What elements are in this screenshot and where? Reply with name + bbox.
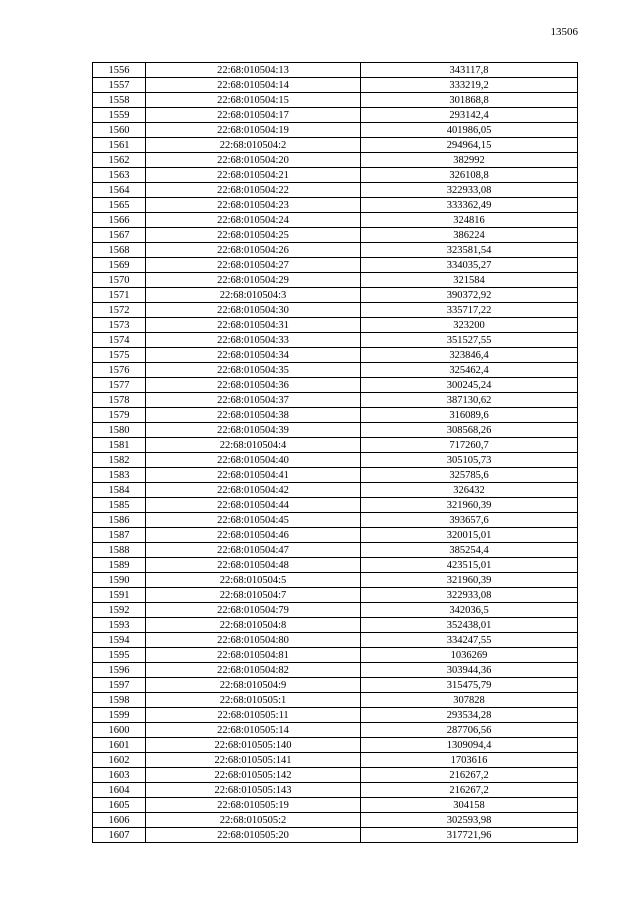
cadastral-number-cell: 22:68:010504:2 xyxy=(146,138,361,153)
cadastral-number-cell: 22:68:010504:40 xyxy=(146,453,361,468)
row-number-cell: 1596 xyxy=(93,663,146,678)
cadastral-number-cell: 22:68:010504:81 xyxy=(146,648,361,663)
value-cell: 423515,01 xyxy=(361,558,578,573)
table-row xyxy=(93,483,578,498)
cadastral-number-cell: 22:68:010505:140 xyxy=(146,738,361,753)
value-cell: 293534,28 xyxy=(361,708,578,723)
cadastral-number-cell: 22:68:010505:19 xyxy=(146,798,361,813)
value-cell: 293142,4 xyxy=(361,108,578,123)
row-number-cell: 1593 xyxy=(93,618,146,633)
row-number-cell: 1564 xyxy=(93,183,146,198)
table-row xyxy=(93,93,578,108)
row-number-cell: 1583 xyxy=(93,468,146,483)
table-row xyxy=(93,393,578,408)
row-number-cell: 1594 xyxy=(93,633,146,648)
value-cell: 382992 xyxy=(361,153,578,168)
row-number-cell: 1556 xyxy=(93,63,146,78)
cadastral-number-cell: 22:68:010504:23 xyxy=(146,198,361,213)
value-cell: 321960,39 xyxy=(361,573,578,588)
cadastral-number-cell: 22:68:010504:42 xyxy=(146,483,361,498)
table-row xyxy=(93,573,578,588)
cadastral-number-cell: 22:68:010504:20 xyxy=(146,153,361,168)
cadastral-number-cell: 22:68:010504:25 xyxy=(146,228,361,243)
cadastral-number-cell: 22:68:010504:15 xyxy=(146,93,361,108)
value-cell: 322933,08 xyxy=(361,588,578,603)
row-number-cell: 1560 xyxy=(93,123,146,138)
table-row xyxy=(93,198,578,213)
row-number-cell: 1565 xyxy=(93,198,146,213)
row-number-cell: 1587 xyxy=(93,528,146,543)
value-cell: 307828 xyxy=(361,693,578,708)
cadastral-number-cell: 22:68:010504:41 xyxy=(146,468,361,483)
cadastral-number-cell: 22:68:010505:11 xyxy=(146,708,361,723)
value-cell: 385254,4 xyxy=(361,543,578,558)
table-row xyxy=(93,693,578,708)
table-row xyxy=(93,333,578,348)
row-number-cell: 1563 xyxy=(93,168,146,183)
cadastral-number-cell: 22:68:010504:80 xyxy=(146,633,361,648)
row-number-cell: 1571 xyxy=(93,288,146,303)
table-row xyxy=(93,168,578,183)
row-number-cell: 1578 xyxy=(93,393,146,408)
table-row xyxy=(93,678,578,693)
table-row xyxy=(93,258,578,273)
value-cell: 322933,08 xyxy=(361,183,578,198)
page-number: 13506 xyxy=(550,26,578,38)
value-cell: 1309094,4 xyxy=(361,738,578,753)
value-cell: 333219,2 xyxy=(361,78,578,93)
row-number-cell: 1592 xyxy=(93,603,146,618)
row-number-cell: 1605 xyxy=(93,798,146,813)
table-row xyxy=(93,468,578,483)
table-row xyxy=(93,498,578,513)
row-number-cell: 1557 xyxy=(93,78,146,93)
cadastral-number-cell: 22:68:010504:7 xyxy=(146,588,361,603)
cadastral-number-cell: 22:68:010504:82 xyxy=(146,663,361,678)
row-number-cell: 1604 xyxy=(93,783,146,798)
cadastral-number-cell: 22:68:010504:30 xyxy=(146,303,361,318)
value-cell: 326108,8 xyxy=(361,168,578,183)
row-number-cell: 1582 xyxy=(93,453,146,468)
cadastral-table xyxy=(92,62,578,843)
row-number-cell: 1572 xyxy=(93,303,146,318)
row-number-cell: 1580 xyxy=(93,423,146,438)
table-row xyxy=(93,243,578,258)
value-cell: 305105,73 xyxy=(361,453,578,468)
value-cell: 326432 xyxy=(361,483,578,498)
row-number-cell: 1607 xyxy=(93,828,146,843)
table-row xyxy=(93,318,578,333)
value-cell: 343117,8 xyxy=(361,63,578,78)
value-cell: 216267,2 xyxy=(361,783,578,798)
cadastral-number-cell: 22:68:010504:36 xyxy=(146,378,361,393)
value-cell: 301868,8 xyxy=(361,93,578,108)
value-cell: 335717,22 xyxy=(361,303,578,318)
table-row xyxy=(93,273,578,288)
cadastral-number-cell: 22:68:010504:5 xyxy=(146,573,361,588)
value-cell: 302593,98 xyxy=(361,813,578,828)
cadastral-number-cell: 22:68:010504:22 xyxy=(146,183,361,198)
table-row xyxy=(93,588,578,603)
cadastral-number-cell: 22:68:010505:20 xyxy=(146,828,361,843)
cadastral-number-cell: 22:68:010504:14 xyxy=(146,78,361,93)
row-number-cell: 1562 xyxy=(93,153,146,168)
value-cell: 342036,5 xyxy=(361,603,578,618)
row-number-cell: 1558 xyxy=(93,93,146,108)
value-cell: 387130,62 xyxy=(361,393,578,408)
cadastral-number-cell: 22:68:010505:14 xyxy=(146,723,361,738)
row-number-cell: 1597 xyxy=(93,678,146,693)
table-row xyxy=(93,768,578,783)
value-cell: 1703616 xyxy=(361,753,578,768)
cadastral-number-cell: 22:68:010504:45 xyxy=(146,513,361,528)
table-row xyxy=(93,288,578,303)
table-row xyxy=(93,828,578,843)
cadastral-number-cell: 22:68:010504:8 xyxy=(146,618,361,633)
table-row xyxy=(93,438,578,453)
row-number-cell: 1603 xyxy=(93,768,146,783)
cadastral-number-cell: 22:68:010504:21 xyxy=(146,168,361,183)
cadastral-number-cell: 22:68:010504:79 xyxy=(146,603,361,618)
value-cell: 1036269 xyxy=(361,648,578,663)
row-number-cell: 1579 xyxy=(93,408,146,423)
cadastral-number-cell: 22:68:010504:26 xyxy=(146,243,361,258)
value-cell: 321960,39 xyxy=(361,498,578,513)
value-cell: 323846,4 xyxy=(361,348,578,363)
table-row xyxy=(93,303,578,318)
value-cell: 303944,36 xyxy=(361,663,578,678)
row-number-cell: 1584 xyxy=(93,483,146,498)
cadastral-number-cell: 22:68:010504:13 xyxy=(146,63,361,78)
value-cell: 323581,54 xyxy=(361,243,578,258)
value-cell: 316089,6 xyxy=(361,408,578,423)
row-number-cell: 1576 xyxy=(93,363,146,378)
row-number-cell: 1601 xyxy=(93,738,146,753)
cadastral-number-cell: 22:68:010505:143 xyxy=(146,783,361,798)
value-cell: 300245,24 xyxy=(361,378,578,393)
row-number-cell: 1599 xyxy=(93,708,146,723)
row-number-cell: 1567 xyxy=(93,228,146,243)
table-row xyxy=(93,513,578,528)
value-cell: 315475,79 xyxy=(361,678,578,693)
table-row xyxy=(93,558,578,573)
row-number-cell: 1600 xyxy=(93,723,146,738)
value-cell: 324816 xyxy=(361,213,578,228)
cadastral-number-cell: 22:68:010505:2 xyxy=(146,813,361,828)
table-row xyxy=(93,363,578,378)
cadastral-number-cell: 22:68:010505:1 xyxy=(146,693,361,708)
row-number-cell: 1566 xyxy=(93,213,146,228)
table-row xyxy=(93,408,578,423)
cadastral-number-cell: 22:68:010504:47 xyxy=(146,543,361,558)
table-row xyxy=(93,453,578,468)
table-row xyxy=(93,348,578,363)
row-number-cell: 1561 xyxy=(93,138,146,153)
value-cell: 390372,92 xyxy=(361,288,578,303)
row-number-cell: 1575 xyxy=(93,348,146,363)
value-cell: 294964,15 xyxy=(361,138,578,153)
value-cell: 393657,6 xyxy=(361,513,578,528)
row-number-cell: 1570 xyxy=(93,273,146,288)
row-number-cell: 1581 xyxy=(93,438,146,453)
value-cell: 317721,96 xyxy=(361,828,578,843)
table-row xyxy=(93,708,578,723)
table-row xyxy=(93,138,578,153)
table-row xyxy=(93,183,578,198)
cadastral-number-cell: 22:68:010504:44 xyxy=(146,498,361,513)
value-cell: 325785,6 xyxy=(361,468,578,483)
row-number-cell: 1602 xyxy=(93,753,146,768)
value-cell: 323200 xyxy=(361,318,578,333)
table-row xyxy=(93,108,578,123)
row-number-cell: 1574 xyxy=(93,333,146,348)
value-cell: 304158 xyxy=(361,798,578,813)
value-cell: 325462,4 xyxy=(361,363,578,378)
table-row xyxy=(93,528,578,543)
row-number-cell: 1569 xyxy=(93,258,146,273)
row-number-cell: 1589 xyxy=(93,558,146,573)
row-number-cell: 1598 xyxy=(93,693,146,708)
value-cell: 334035,27 xyxy=(361,258,578,273)
row-number-cell: 1590 xyxy=(93,573,146,588)
table-row xyxy=(93,378,578,393)
cadastral-number-cell: 22:68:010504:3 xyxy=(146,288,361,303)
cadastral-number-cell: 22:68:010504:29 xyxy=(146,273,361,288)
table-row xyxy=(93,753,578,768)
cadastral-number-cell: 22:68:010504:37 xyxy=(146,393,361,408)
cadastral-number-cell: 22:68:010504:33 xyxy=(146,333,361,348)
cadastral-number-cell: 22:68:010504:4 xyxy=(146,438,361,453)
table-row xyxy=(93,543,578,558)
table-row xyxy=(93,213,578,228)
value-cell: 401986,05 xyxy=(361,123,578,138)
cadastral-number-cell: 22:68:010504:31 xyxy=(146,318,361,333)
table-row xyxy=(93,78,578,93)
cadastral-number-cell: 22:68:010504:46 xyxy=(146,528,361,543)
cadastral-number-cell: 22:68:010504:35 xyxy=(146,363,361,378)
cadastral-number-cell: 22:68:010504:17 xyxy=(146,108,361,123)
cadastral-number-cell: 22:68:010505:141 xyxy=(146,753,361,768)
value-cell: 216267,2 xyxy=(361,768,578,783)
row-number-cell: 1606 xyxy=(93,813,146,828)
value-cell: 351527,55 xyxy=(361,333,578,348)
table-row xyxy=(93,648,578,663)
cadastral-number-cell: 22:68:010504:9 xyxy=(146,678,361,693)
table-row xyxy=(93,153,578,168)
table-row xyxy=(93,603,578,618)
cadastral-number-cell: 22:68:010504:38 xyxy=(146,408,361,423)
table-row xyxy=(93,738,578,753)
value-cell: 287706,56 xyxy=(361,723,578,738)
row-number-cell: 1591 xyxy=(93,588,146,603)
table-row xyxy=(93,663,578,678)
row-number-cell: 1573 xyxy=(93,318,146,333)
row-number-cell: 1568 xyxy=(93,243,146,258)
value-cell: 321584 xyxy=(361,273,578,288)
value-cell: 717260,7 xyxy=(361,438,578,453)
table-row xyxy=(93,723,578,738)
cadastral-number-cell: 22:68:010504:34 xyxy=(146,348,361,363)
table-row xyxy=(93,618,578,633)
value-cell: 352438,01 xyxy=(361,618,578,633)
row-number-cell: 1559 xyxy=(93,108,146,123)
row-number-cell: 1586 xyxy=(93,513,146,528)
value-cell: 308568,26 xyxy=(361,423,578,438)
cadastral-number-cell: 22:68:010504:39 xyxy=(146,423,361,438)
table-row xyxy=(93,783,578,798)
value-cell: 386224 xyxy=(361,228,578,243)
table-row xyxy=(93,813,578,828)
row-number-cell: 1585 xyxy=(93,498,146,513)
table-row xyxy=(93,123,578,138)
table-row xyxy=(93,423,578,438)
table-row xyxy=(93,633,578,648)
cadastral-number-cell: 22:68:010504:48 xyxy=(146,558,361,573)
table-row xyxy=(93,63,578,78)
value-cell: 334247,55 xyxy=(361,633,578,648)
table-row xyxy=(93,798,578,813)
value-cell: 320015,01 xyxy=(361,528,578,543)
table-row xyxy=(93,228,578,243)
cadastral-number-cell: 22:68:010504:19 xyxy=(146,123,361,138)
cadastral-number-cell: 22:68:010504:27 xyxy=(146,258,361,273)
value-cell: 333362,49 xyxy=(361,198,578,213)
cadastral-number-cell: 22:68:010505:142 xyxy=(146,768,361,783)
row-number-cell: 1595 xyxy=(93,648,146,663)
cadastral-number-cell: 22:68:010504:24 xyxy=(146,213,361,228)
table-body xyxy=(93,63,578,843)
row-number-cell: 1588 xyxy=(93,543,146,558)
row-number-cell: 1577 xyxy=(93,378,146,393)
